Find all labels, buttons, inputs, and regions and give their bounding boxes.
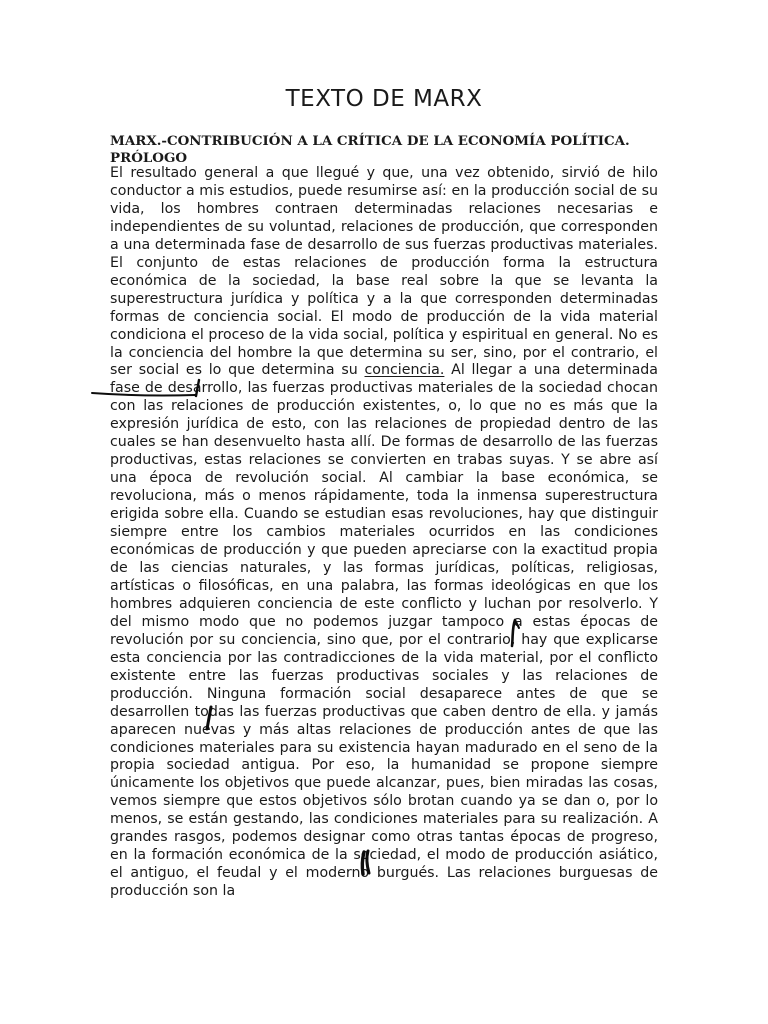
body-text-space	[358, 362, 365, 378]
document-subtitle: MARX.-CONTRIBUCIÓN A LA CRÍTICA DE LA ECONOMÍA POLÍTICA. PRÓLOGO	[110, 133, 630, 166]
document-body	[110, 165, 658, 901]
document-title: TEXTO DE MARX	[285, 86, 483, 112]
underlined-word: conciencia.	[364, 362, 445, 379]
body-text-part-1: El resultado general a que llegué y que, una vez obtenido, sirvió de hilo conductor a mis estudios, puede resumirse así: en la producción social de su vida, los hombres contraen determinadas relaciones necesarias e independientes de su voluntad, relaciones de producción, que corresponden a una determinada fase de desarrollo de sus fuerzas productivas materiales. El conjunto de estas relaciones de producción forma la estructura económica de la sociedad, la base real sobre la que se levanta la superestructura jurídica y política y a la que corresponden determinadas formas de conciencia social. El modo de producción de la vida material condiciona el proceso de la vida social, política y espiritual en general. No es la conciencia del hombre la que determina su ser, sino, por el contrario, el ser social es lo que determina su	[110, 165, 658, 379]
body-text-part-2: Al llegar a una determinada fase de desarrollo, las fuerzas productivas materiales de la sociedad chocan con las relaciones de producción existentes, o, lo que no es más que la expresión jurídica de esto, con las relaciones de propiedad dentro de las cuales se han desenvuelto hasta allí. De formas de desarrollo de las fuerzas productivas, estas relaciones se convierten en trabas suyas. Y se abre así una época de revolución social. Al cambiar la base económica, se revoluciona, más o menos rápidamente, toda la inmensa superestructura erigida sobre ella. Cuando se estudian esas revoluciones, hay que distinguir siempre entre los cambios materiales ocurridos en las condiciones económicas de producción y que pueden apreciarse con la exactitud propia de las ciencias naturales, y las formas jurídicas, políticas, religiosas, artísticas o filosóficas, en una palabra, las formas ideológicas en que los hombres adquieren conciencia de este conflicto y luchan por resolverlo. Y del mismo modo que no podemos juzgar tampoco a estas épocas de revolución por su conciencia, sino que, por el contrario, hay que explicarse esta conciencia por las contradicciones de la vida material, por el conflicto existente entre las fuerzas productivas sociales y las relaciones de producción. Ninguna formación social desaparece antes de que se desarrollen todas las fuerzas productivas que caben dentro de ella. y jamás aparecen nuevas y más altas relaciones de producción antes de que las condiciones materiales para su existencia hayan madurado en el seno de la propia sociedad antigua. Por eso, la humanidad se propone siempre únicamente los objetivos que puede alcanzar, pues, bien miradas las cosas, vemos siempre que estos objetivos sólo brotan cuando ya se dan o, por lo menos, se están gestando, las condiciones materiales para su realización. A grandes rasgos, podemos designar como otras tantas épocas de progreso, en la formación económica de la sociedad, el modo de producción asiático, el antiguo, el feudal y el moderno burgués. Las relaciones burguesas de producción son la	[110, 362, 658, 900]
